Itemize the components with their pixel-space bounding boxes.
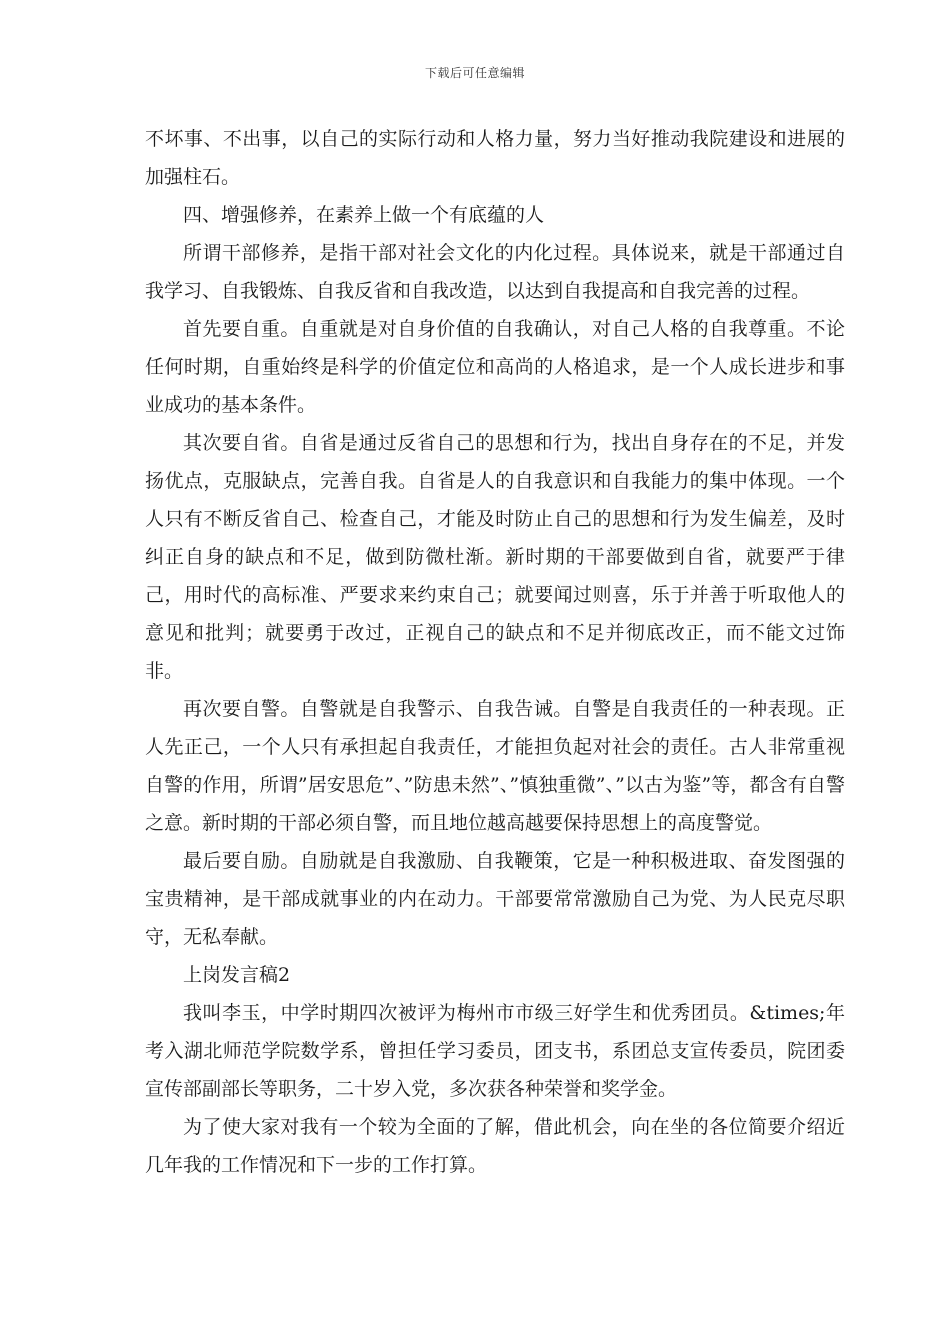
paragraph: 最后要自励。自励就是自我激励、自我鞭策，它是一种积极进取、奋发图强的宝贵精神，是干部成就事业的内在动力。干部要常常激励自己为党、为人民克尽职守，无私奉献。 (145, 850, 845, 948)
paragraph: 其次要自省。自省是通过反省自己的思想和行为，找出自身存在的不足，并发扬优点，克服缺点，完善自我。自省是人的自我意识和自我能力的集中体现。一个人只有不断反省自己、检查自己，才能及时防止自己的思想和行为发生偏差，及时纠正自身的缺点和不足，做到防微杜渐。新时期的干部要做到自省，就要严于律己，用时代的高标准、严要求来约束自己；就要闻过则喜，乐于并善于听取他人的意见和批判；就要勇于改过，正视自己的缺点和不足并彻底改正，而不能文过饰非。 (145, 432, 845, 682)
page-header: 下载后可任意编辑 (424, 66, 525, 80)
paragraph: 为了使大家对我有一个较为全面的了解，借此机会，向在坐的各位简要介绍近几年我的工作情况和下一步的工作打算。 (145, 1116, 845, 1176)
section-heading: 上岗发言稿2 (183, 964, 291, 986)
document-body (145, 120, 845, 1184)
paragraph: 再次要自警。自警就是自我警示、自我告诫。自警是自我责任的一种表现。正人先正己，一个人只有承担起自我责任，才能担负起对社会的责任。古人非常重视自警的作用，所谓”居安思危”、”防患未然”、”慎独重微”、”以古为鉴”等，都含有自警之意。新时期的干部必须自警，而且地位越高越要保持思想上的高度警觉。 (145, 698, 845, 834)
paragraph: 首先要自重。自重就是对自身价值的自我确认，对自己人格的自我尊重。不论任何时期，自重始终是科学的价值定位和高尚的人格追求，是一个人成长进步和事业成功的基本条件。 (145, 318, 845, 416)
paragraph: 所谓干部修养，是指干部对社会文化的内化过程。具体说来，就是干部通过自我学习、自我锻炼、自我反省和自我改造，以达到自我提高和自我完善的过程。 (145, 242, 845, 302)
paragraph: 我叫李玉，中学时期四次被评为梅州市市级三好学生和优秀团员。&times;年考入湖北师范学院数学系，曾担任学习委员，团支书，系团总支宣传委员，院团委宣传部副部长等职务，二十岁入党，多次获各种荣誉和奖学金。 (145, 1002, 845, 1100)
section-heading: 四、增强修养，在素养上做一个有底蕴的人 (183, 204, 545, 226)
paragraph: 不坏事、不出事，以自己的实际行动和人格力量，努力当好推动我院建设和进展的加强柱石。 (145, 128, 845, 188)
